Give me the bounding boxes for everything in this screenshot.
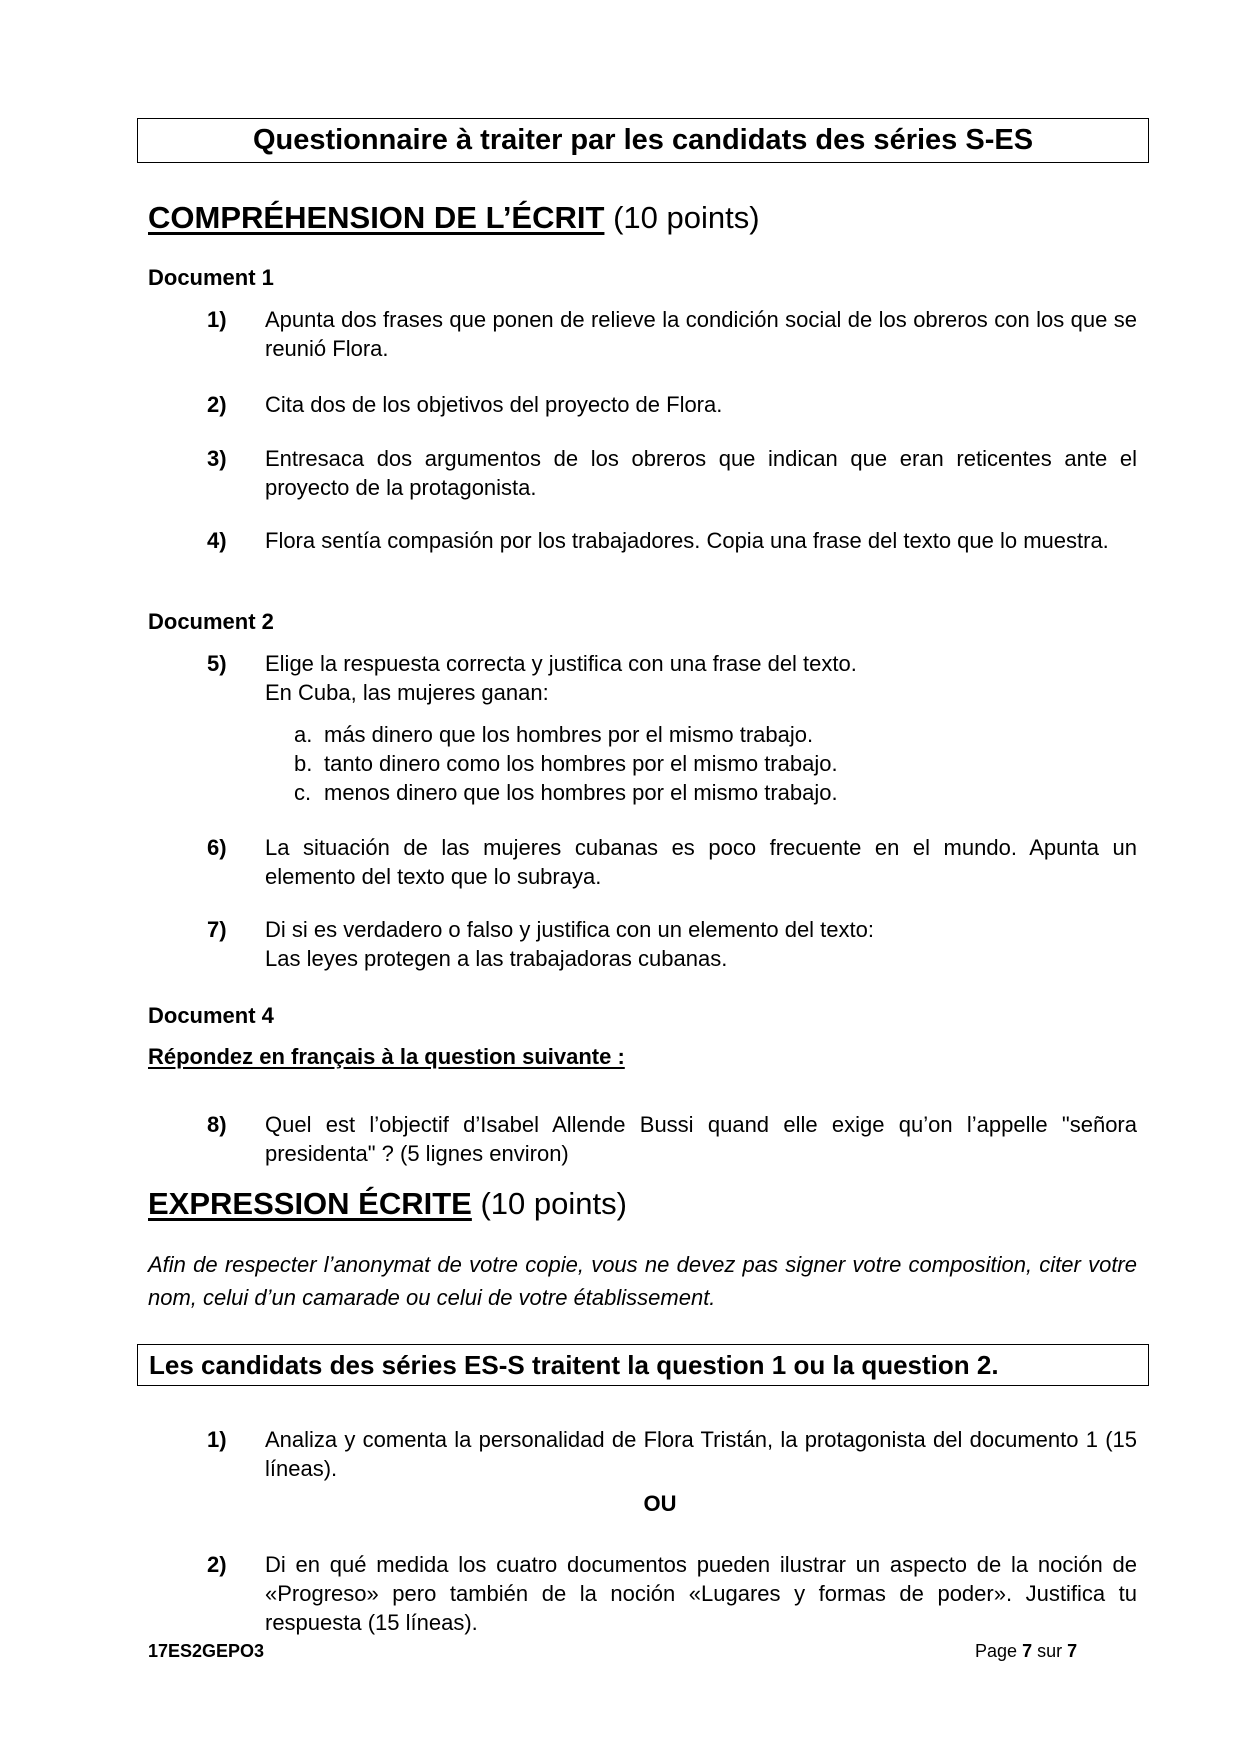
question-number: 2) bbox=[207, 1552, 227, 1577]
question-text: Quel est l’objectif d’Isabel Allende Bussi quand elle exige qu’on l’appelle "señora presidenta" ? (5 lignes environ) bbox=[265, 1112, 1137, 1166]
document-4-label: Document 4 bbox=[148, 1003, 274, 1028]
footer-page-number bbox=[975, 1640, 1077, 1662]
sur-word: sur bbox=[1037, 1641, 1063, 1661]
option-text: tanto dinero como los hombres por el mismo trabajo. bbox=[324, 751, 838, 776]
section-comprehension-heading bbox=[148, 199, 760, 237]
or-label: OU bbox=[643, 1491, 677, 1516]
question-text-line-2: En Cuba, las mujeres ganan: bbox=[265, 680, 549, 705]
question-4 bbox=[207, 526, 1137, 555]
option-text: más dinero que los hombres por el mismo trabajo. bbox=[324, 722, 814, 747]
question-text: Analiza y comenta la personalidad de Flora Tristán, la protagonista del documento 1 (15 líneas). bbox=[265, 1427, 1137, 1481]
answer-option-b bbox=[294, 749, 838, 778]
option-letter: c. bbox=[294, 780, 312, 805]
anonymat-notice: Afin de respecter l’anonymat de votre copie, vous ne devez pas signer votre composition, citer votre nom, celui d’un camarade ou celui de votre établissement. bbox=[148, 1252, 1137, 1310]
page-current: 7 bbox=[1022, 1641, 1033, 1661]
question-text: Cita dos de los objetivos del proyecto de Flora. bbox=[265, 392, 723, 417]
question-5 bbox=[207, 649, 1137, 707]
footer-code: 17ES2GEPO3 bbox=[148, 1641, 265, 1661]
question-6 bbox=[207, 833, 1137, 891]
page-total: 7 bbox=[1067, 1641, 1078, 1661]
option-letter: b. bbox=[294, 751, 313, 776]
section-comprehension-points: (10 points) bbox=[613, 200, 760, 235]
document-1-label: Document 1 bbox=[148, 265, 274, 290]
header-title: Questionnaire à traiter par les candidats des séries S-ES bbox=[252, 124, 1034, 156]
question-text-line-1: Di si es verdadero o falso y justifica con un elemento del texto: bbox=[265, 917, 874, 942]
question-number: 1) bbox=[207, 1427, 227, 1452]
section-expression-heading bbox=[148, 1185, 627, 1223]
question-7 bbox=[207, 915, 1137, 973]
option-text: menos dinero que los hombres por el mismo trabajo. bbox=[324, 780, 838, 805]
question-text: La situación de las mujeres cubanas es poco frecuente en el mundo. Apunta un elemento del texto que lo subraya. bbox=[265, 835, 1137, 889]
choice-box bbox=[137, 1344, 1149, 1386]
question-text: Apunta dos frases que ponen de relieve la condición social de los obreros con los que se reunió Flora. bbox=[265, 307, 1137, 361]
question-number: 2) bbox=[207, 392, 227, 417]
question-2 bbox=[207, 390, 1137, 419]
choice-box-text: Les candidats des séries ES-S traitent la question 1 ou la question 2. bbox=[149, 1349, 999, 1380]
question-1 bbox=[207, 305, 1137, 363]
question-8 bbox=[207, 1110, 1137, 1168]
question-number: 4) bbox=[207, 528, 227, 553]
question-number: 3) bbox=[207, 446, 227, 471]
section-expression-title: EXPRESSION ÉCRITE bbox=[148, 1186, 472, 1221]
question-text: Entresaca dos argumentos de los obreros que indican que eran reticentes ante el proyecto de la protagonista. bbox=[265, 446, 1137, 500]
expression-question-2 bbox=[207, 1550, 1137, 1637]
document-2-label: Document 2 bbox=[148, 609, 274, 634]
question-text-line-2: Las leyes protegen a las trabajadoras cubanas. bbox=[265, 946, 728, 971]
section-expression-points: (10 points) bbox=[480, 1186, 627, 1221]
question-text: Flora sentía compasión por los trabajadores. Copia una frase del texto que lo muestra. bbox=[265, 528, 1109, 553]
document-4-instruction: Répondez en français à la question suivante : bbox=[148, 1044, 625, 1069]
question-3 bbox=[207, 444, 1137, 502]
question-number: 8) bbox=[207, 1112, 227, 1137]
question-number: 7) bbox=[207, 917, 227, 942]
question-number: 1) bbox=[207, 307, 227, 332]
option-letter: a. bbox=[294, 722, 313, 747]
answer-option-c bbox=[294, 778, 838, 807]
question-number: 6) bbox=[207, 835, 227, 860]
section-comprehension-title: COMPRÉHENSION DE L’ÉCRIT bbox=[148, 200, 605, 235]
question-number: 5) bbox=[207, 651, 227, 676]
answer-option-a bbox=[294, 720, 813, 749]
header-box bbox=[137, 118, 1149, 163]
question-text-line-1: Elige la respuesta correcta y justifica con una frase del texto. bbox=[265, 651, 857, 676]
question-text: Di en qué medida los cuatro documentos pueden ilustrar un aspecto de la noción de «Progreso» pero también de la noción «Lugares y formas de poder». Justifica tu respuesta (15 líneas). bbox=[265, 1552, 1137, 1635]
expression-question-1 bbox=[207, 1425, 1137, 1483]
page-word: Page bbox=[975, 1641, 1018, 1661]
